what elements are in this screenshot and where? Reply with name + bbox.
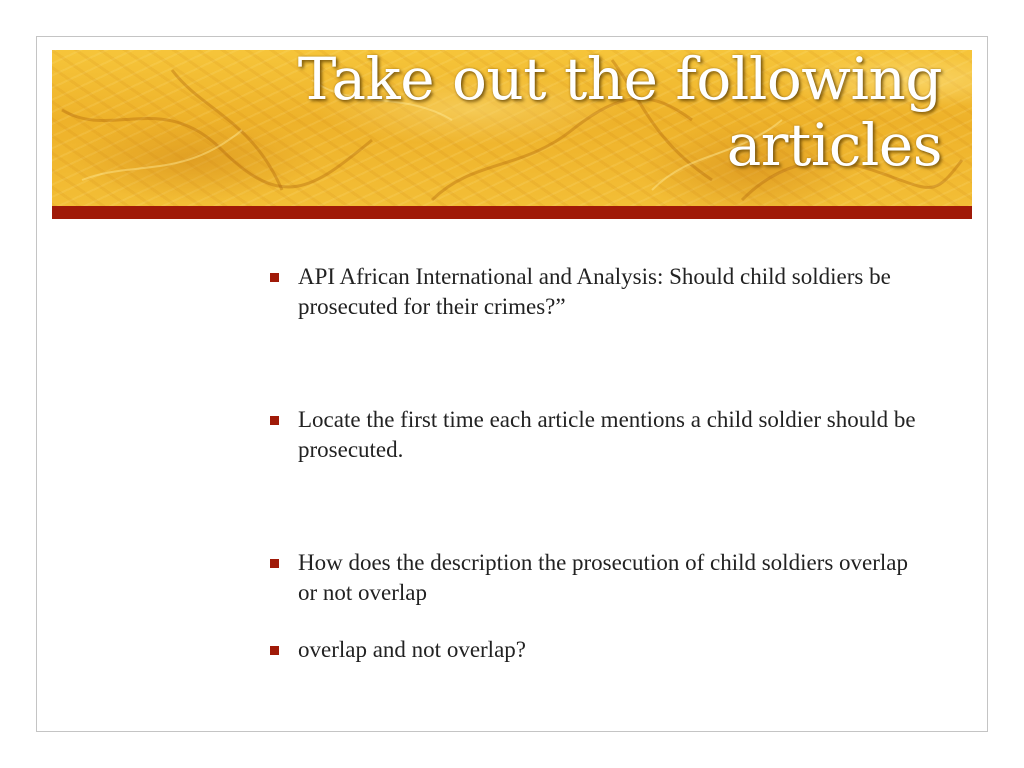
page-title xyxy=(298,50,942,178)
square-bullet-icon xyxy=(270,559,279,568)
bullet-text: API African International and Analysis: Should child soldiers be prosecuted for their crimes?” xyxy=(298,264,891,319)
bullet-text: overlap and not overlap? xyxy=(298,637,526,662)
title-line-1: Take out the following xyxy=(297,50,942,113)
title-banner xyxy=(52,50,972,206)
list-item xyxy=(270,405,918,465)
list-item xyxy=(270,548,918,608)
square-bullet-icon xyxy=(270,416,279,425)
square-bullet-icon xyxy=(270,646,279,655)
bullet-text: How does the description the prosecution of child soldiers overlap or not overlap xyxy=(298,550,908,605)
title-line-2: articles xyxy=(726,111,942,179)
bullet-text: Locate the first time each article mentions a child soldier should be prosecuted. xyxy=(298,407,916,462)
title-underline-bar xyxy=(52,206,972,219)
list-item xyxy=(270,635,918,665)
list-item xyxy=(270,262,918,322)
square-bullet-icon xyxy=(270,273,279,282)
